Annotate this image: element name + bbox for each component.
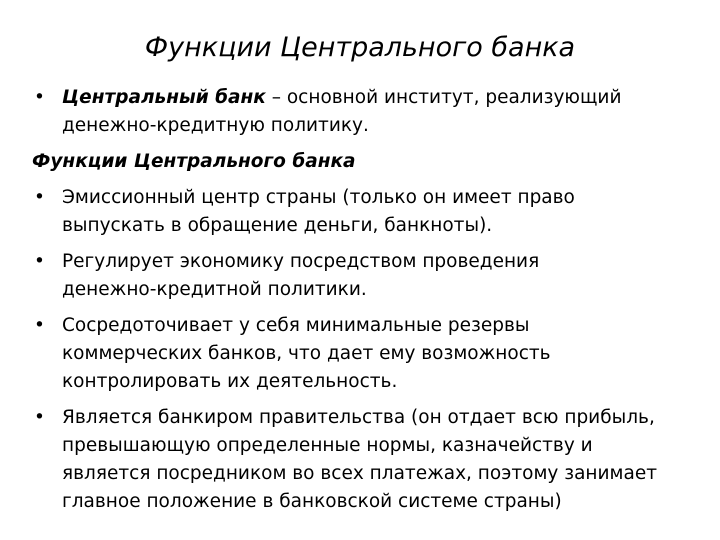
- bullet-icon: •: [34, 407, 45, 428]
- function-4-line-3: является посредником во всех платежах, поэтому занимает: [62, 463, 657, 484]
- slide-title: Функции Центрального банка: [144, 32, 576, 63]
- definition-item: [32, 84, 702, 140]
- function-1-line-2: выпускать в обращение деньги, банкноты).: [62, 215, 493, 236]
- function-4-line-1: Является банкиром правительства (он отдает всю прибыль,: [62, 407, 655, 428]
- function-4-line-4: главное положение в банковской системе страны): [62, 491, 562, 512]
- function-1-line-1: Эмиссионный центр страны (только он имеет право: [62, 187, 575, 208]
- definition-text-2: денежно-кредитную политику.: [62, 115, 369, 136]
- bullet-icon: •: [34, 315, 45, 336]
- function-3-line-2: коммерческих банков, что дает ему возможность: [62, 343, 551, 364]
- definition-term: Центральный банк: [62, 87, 266, 108]
- function-2-line-2: денежно-кредитной политики.: [62, 279, 367, 300]
- function-item-4: [32, 404, 702, 516]
- function-3-line-3: контролировать их деятельность.: [62, 371, 398, 392]
- definition-dash: –: [265, 87, 287, 108]
- function-item-1: [32, 184, 702, 240]
- bullet-icon: •: [34, 251, 45, 272]
- function-4-line-2: превышающую определенные нормы, казначейству и: [62, 435, 593, 456]
- function-item-3: [32, 312, 702, 396]
- functions-subheading: Функции Центрального банка: [32, 151, 356, 172]
- bullet-icon: •: [34, 187, 45, 208]
- definition-line-1: [62, 84, 702, 112]
- slide-body: [32, 84, 702, 524]
- function-item-2: [32, 248, 702, 304]
- function-3-line-1: Сосредоточивает у себя минимальные резервы: [62, 315, 530, 336]
- definition-text-1: основной институт, реализующий: [286, 87, 622, 108]
- bullet-icon: •: [34, 87, 45, 108]
- function-2-line-1: Регулирует экономику посредством проведения: [62, 251, 540, 272]
